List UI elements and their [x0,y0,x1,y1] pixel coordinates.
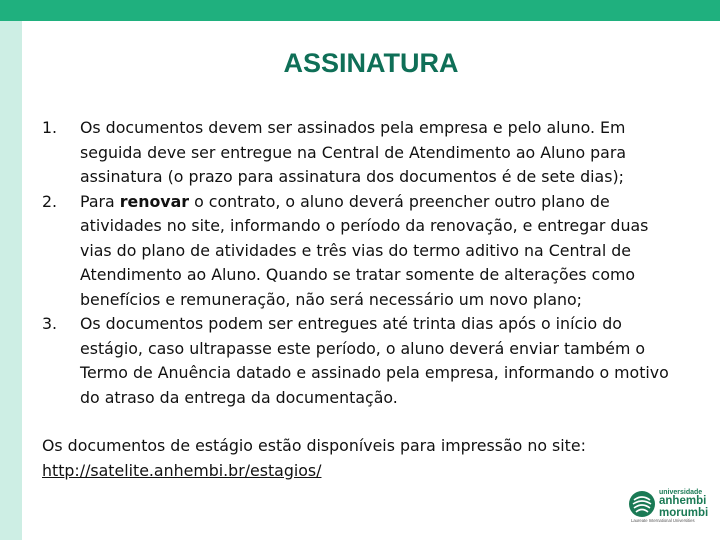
logo-line-3: morumbi [659,506,709,519]
logo-tagline: Laureate International Universities [631,518,695,523]
estagios-link[interactable]: http://satelite.anhembi.br/estagios/ [42,460,322,480]
list-item-text: Os documentos podem ser entregues até trinta dias após o início do estágio, caso ultrapasse este período, o aluno deverá enviar também o Termo de Anuência datado e assinado pela empresa, informando o motivo do atraso da entrega da documentação. [80,314,669,407]
list-item-text-bold: renovar [119,191,190,211]
list-item [42,116,682,190]
laureate-globe-icon [628,490,656,518]
slide-title: ASSINATURA [283,48,459,78]
list-item-number: 3. [42,314,58,333]
list-item-text-pre: Para [80,191,120,211]
logo-line-1: universidade [659,489,703,496]
footer-paragraph [42,434,682,483]
list-item [42,312,682,410]
top-accent-bar [0,0,720,21]
left-accent-stripe [0,21,22,540]
list-item [42,190,682,313]
footer-text: Os documentos de estágio estão disponíveis para impressão no site: [42,436,586,455]
list-item-number: 2. [42,191,58,211]
university-logo [628,488,708,528]
logo-line-2: anhembi [659,495,707,507]
list-item-text-post: o contrato, o aluno deverá preencher outro plano de atividades no site, informando o período da renovação, e entregar duas vias do plano de atividades e três vias do termo aditivo na Central de Atendimento ao Aluno. Quando se tratar somente de alterações como benefícios e remuneração, não será necessário um novo plano; [80,191,649,309]
slide-content [42,116,682,483]
list-item-text: Os documentos devem ser assinados pela empresa e pelo aluno. Em seguida deve ser entregue na Central de Atendimento ao Aluno para assinatura (o prazo para assinatura dos documentos é de sete dias); [80,118,627,186]
numbered-list [42,116,682,410]
list-item-number: 1. [42,118,58,137]
logo-wordmark [659,488,711,519]
